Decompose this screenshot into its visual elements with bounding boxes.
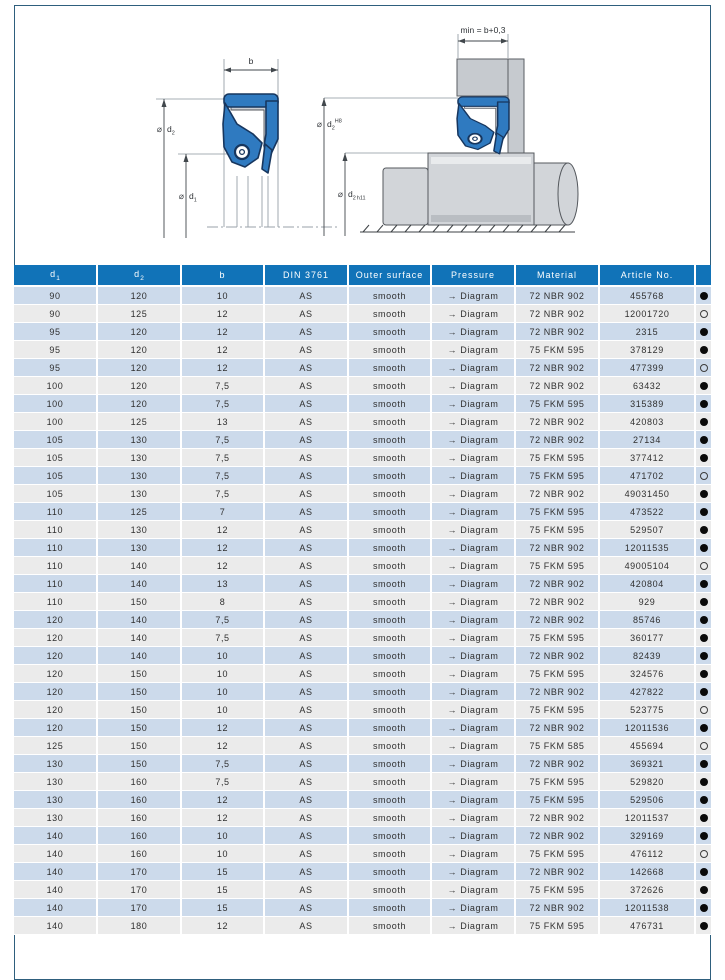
availability-dot-filled: [700, 580, 708, 588]
table-row: 120 140 10 AS smooth → Diagram 72 NBR 902 82439: [14, 647, 711, 665]
availability-dot-filled: [700, 724, 708, 732]
table-row: 140 170 15 AS smooth → Diagram 72 NBR 902 142668: [14, 863, 711, 881]
col-header-outer-surface: Outer surface: [348, 265, 431, 286]
availability-dot-open: [700, 706, 708, 714]
table-row: 140 160 10 AS smooth → Diagram 75 FKM 595 476112: [14, 845, 711, 863]
col-header-pressure: Pressure: [431, 265, 515, 286]
page-frame: [14, 5, 711, 980]
availability-dot-filled: [700, 886, 708, 894]
right-installation-drawing: [317, 25, 578, 236]
availability-dot-filled: [700, 778, 708, 786]
table-row: 105 130 7,5 AS smooth → Diagram 75 FKM 595 377412: [14, 449, 711, 467]
col-header-d1: $d_1$: [14, 265, 97, 286]
availability-dot-filled: [700, 454, 708, 462]
availability-dot-filled: [700, 292, 708, 300]
seal-cross-section-diagram: [15, 6, 710, 264]
col-header-b: b: [181, 265, 264, 286]
ground-hatching: [360, 225, 575, 232]
dim-label-d1: ⌀ $d_1$: [178, 191, 197, 204]
table-row: 130 150 7,5 AS smooth → Diagram 72 NBR 902 369321: [14, 755, 711, 773]
table-row: 105 130 7,5 AS smooth → Diagram 72 NBR 902 49031450: [14, 485, 711, 503]
availability-dot-filled: [700, 382, 708, 390]
col-header-article-no: Article No.: [599, 265, 695, 286]
table-row: 110 130 12 AS smooth → Diagram 75 FKM 595 529507: [14, 521, 711, 539]
table-row: 100 125 13 AS smooth → Diagram 72 NBR 902 420803: [14, 413, 711, 431]
availability-dot-filled: [700, 544, 708, 552]
table-row: 90 120 10 AS smooth → Diagram 72 NBR 902 455768: [14, 286, 711, 305]
table-row: 130 160 7,5 AS smooth → Diagram 75 FKM 595 529820: [14, 773, 711, 791]
table-row: 130 160 12 AS smooth → Diagram 75 FKM 595 529506: [14, 791, 711, 809]
availability-dot-open: [700, 562, 708, 570]
col-header-availability: [695, 265, 711, 286]
col-header-din: DIN 3761: [264, 265, 348, 286]
availability-dot-open: [700, 364, 708, 372]
col-header-d2: $d_2$: [97, 265, 181, 286]
table-row: 120 140 7,5 AS smooth → Diagram 75 FKM 595 360177: [14, 629, 711, 647]
table-row: 120 140 7,5 AS smooth → Diagram 72 NBR 902 85746: [14, 611, 711, 629]
availability-dot-filled: [700, 400, 708, 408]
table-row: 110 150 8 AS smooth → Diagram 72 NBR 902 929: [14, 593, 711, 611]
table-row: 95 120 12 AS smooth → Diagram 72 NBR 902 2315: [14, 323, 711, 341]
availability-dot-filled: [700, 616, 708, 624]
table-row: 100 120 7,5 AS smooth → Diagram 75 FKM 595 315389: [14, 395, 711, 413]
availability-dot-filled: [700, 508, 708, 516]
availability-dot-open: [700, 742, 708, 750]
availability-dot-filled: [700, 490, 708, 498]
col-header-material: Material: [515, 265, 599, 286]
table-row: 110 140 13 AS smooth → Diagram 72 NBR 902 420804: [14, 575, 711, 593]
dim-label-b: b: [248, 56, 254, 66]
availability-dot-filled: [700, 328, 708, 336]
availability-dot-filled: [700, 346, 708, 354]
table-row: 120 150 10 AS smooth → Diagram 75 FKM 595 324576: [14, 665, 711, 683]
table-row: 140 160 10 AS smooth → Diagram 72 NBR 902 329169: [14, 827, 711, 845]
availability-dot-open: [700, 850, 708, 858]
technical-drawings: [15, 6, 710, 264]
availability-dot-filled: [700, 436, 708, 444]
table-row: 140 180 12 AS smooth → Diagram 75 FKM 595 476731: [14, 917, 711, 935]
table-row: 140 170 15 AS smooth → Diagram 75 FKM 595 372626: [14, 881, 711, 899]
table-row: 110 125 7 AS smooth → Diagram 75 FKM 595 473522: [14, 503, 711, 521]
table-row: 120 150 12 AS smooth → Diagram 72 NBR 902 12011536: [14, 719, 711, 737]
table-row: 120 150 10 AS smooth → Diagram 75 FKM 595 523775: [14, 701, 711, 719]
dim-label-d2-h11: ⌀ $d_2h11$: [337, 189, 366, 202]
seal-profile: [223, 94, 278, 173]
left-seal-drawing: [156, 56, 337, 238]
installed-seal: [457, 97, 509, 154]
availability-dot-filled: [700, 670, 708, 678]
table-body: [14, 286, 711, 935]
table-row: 125 150 12 AS smooth → Diagram 75 FKM 585 455694: [14, 737, 711, 755]
availability-dot-filled: [700, 526, 708, 534]
availability-dot-filled: [700, 922, 708, 930]
availability-dot-filled: [700, 652, 708, 660]
table-row: 110 130 12 AS smooth → Diagram 72 NBR 902 12011535: [14, 539, 711, 557]
table-header: [14, 265, 711, 286]
availability-dot-filled: [700, 598, 708, 606]
table-row: 105 130 7,5 AS smooth → Diagram 72 NBR 902 27134: [14, 431, 711, 449]
availability-dot-filled: [700, 814, 708, 822]
dim-label-min: min = b+0,3: [460, 25, 506, 35]
availability-dot-filled: [700, 634, 708, 642]
availability-dot-filled: [700, 418, 708, 426]
table-row: 90 125 12 AS smooth → Diagram 72 NBR 902 12001720: [14, 305, 711, 323]
availability-dot-filled: [700, 904, 708, 912]
availability-dot-filled: [700, 688, 708, 696]
availability-dot-open: [700, 310, 708, 318]
dimension-table: [14, 265, 711, 935]
table-row: 95 120 12 AS smooth → Diagram 75 FKM 595 378129: [14, 341, 711, 359]
table-row: 130 160 12 AS smooth → Diagram 72 NBR 902 12011537: [14, 809, 711, 827]
dim-label-d2: ⌀ $d_2$: [156, 124, 175, 137]
availability-dot-filled: [700, 832, 708, 840]
availability-dot-filled: [700, 760, 708, 768]
table-row: 105 130 7,5 AS smooth → Diagram 75 FKM 595 471702: [14, 467, 711, 485]
table-row: 100 120 7,5 AS smooth → Diagram 72 NBR 902 63432: [14, 377, 711, 395]
availability-dot-filled: [700, 796, 708, 804]
availability-dot-filled: [700, 868, 708, 876]
table-row: 110 140 12 AS smooth → Diagram 75 FKM 595 49005104: [14, 557, 711, 575]
table-row: 120 150 10 AS smooth → Diagram 72 NBR 902 427822: [14, 683, 711, 701]
availability-dot-open: [700, 472, 708, 480]
table-row: 140 170 15 AS smooth → Diagram 72 NBR 902 12011538: [14, 899, 711, 917]
dim-label-d2-h8: ⌀ $d_2^{H8}$: [316, 118, 342, 132]
shaft: [383, 153, 578, 225]
table-row: 95 120 12 AS smooth → Diagram 72 NBR 902 477399: [14, 359, 711, 377]
